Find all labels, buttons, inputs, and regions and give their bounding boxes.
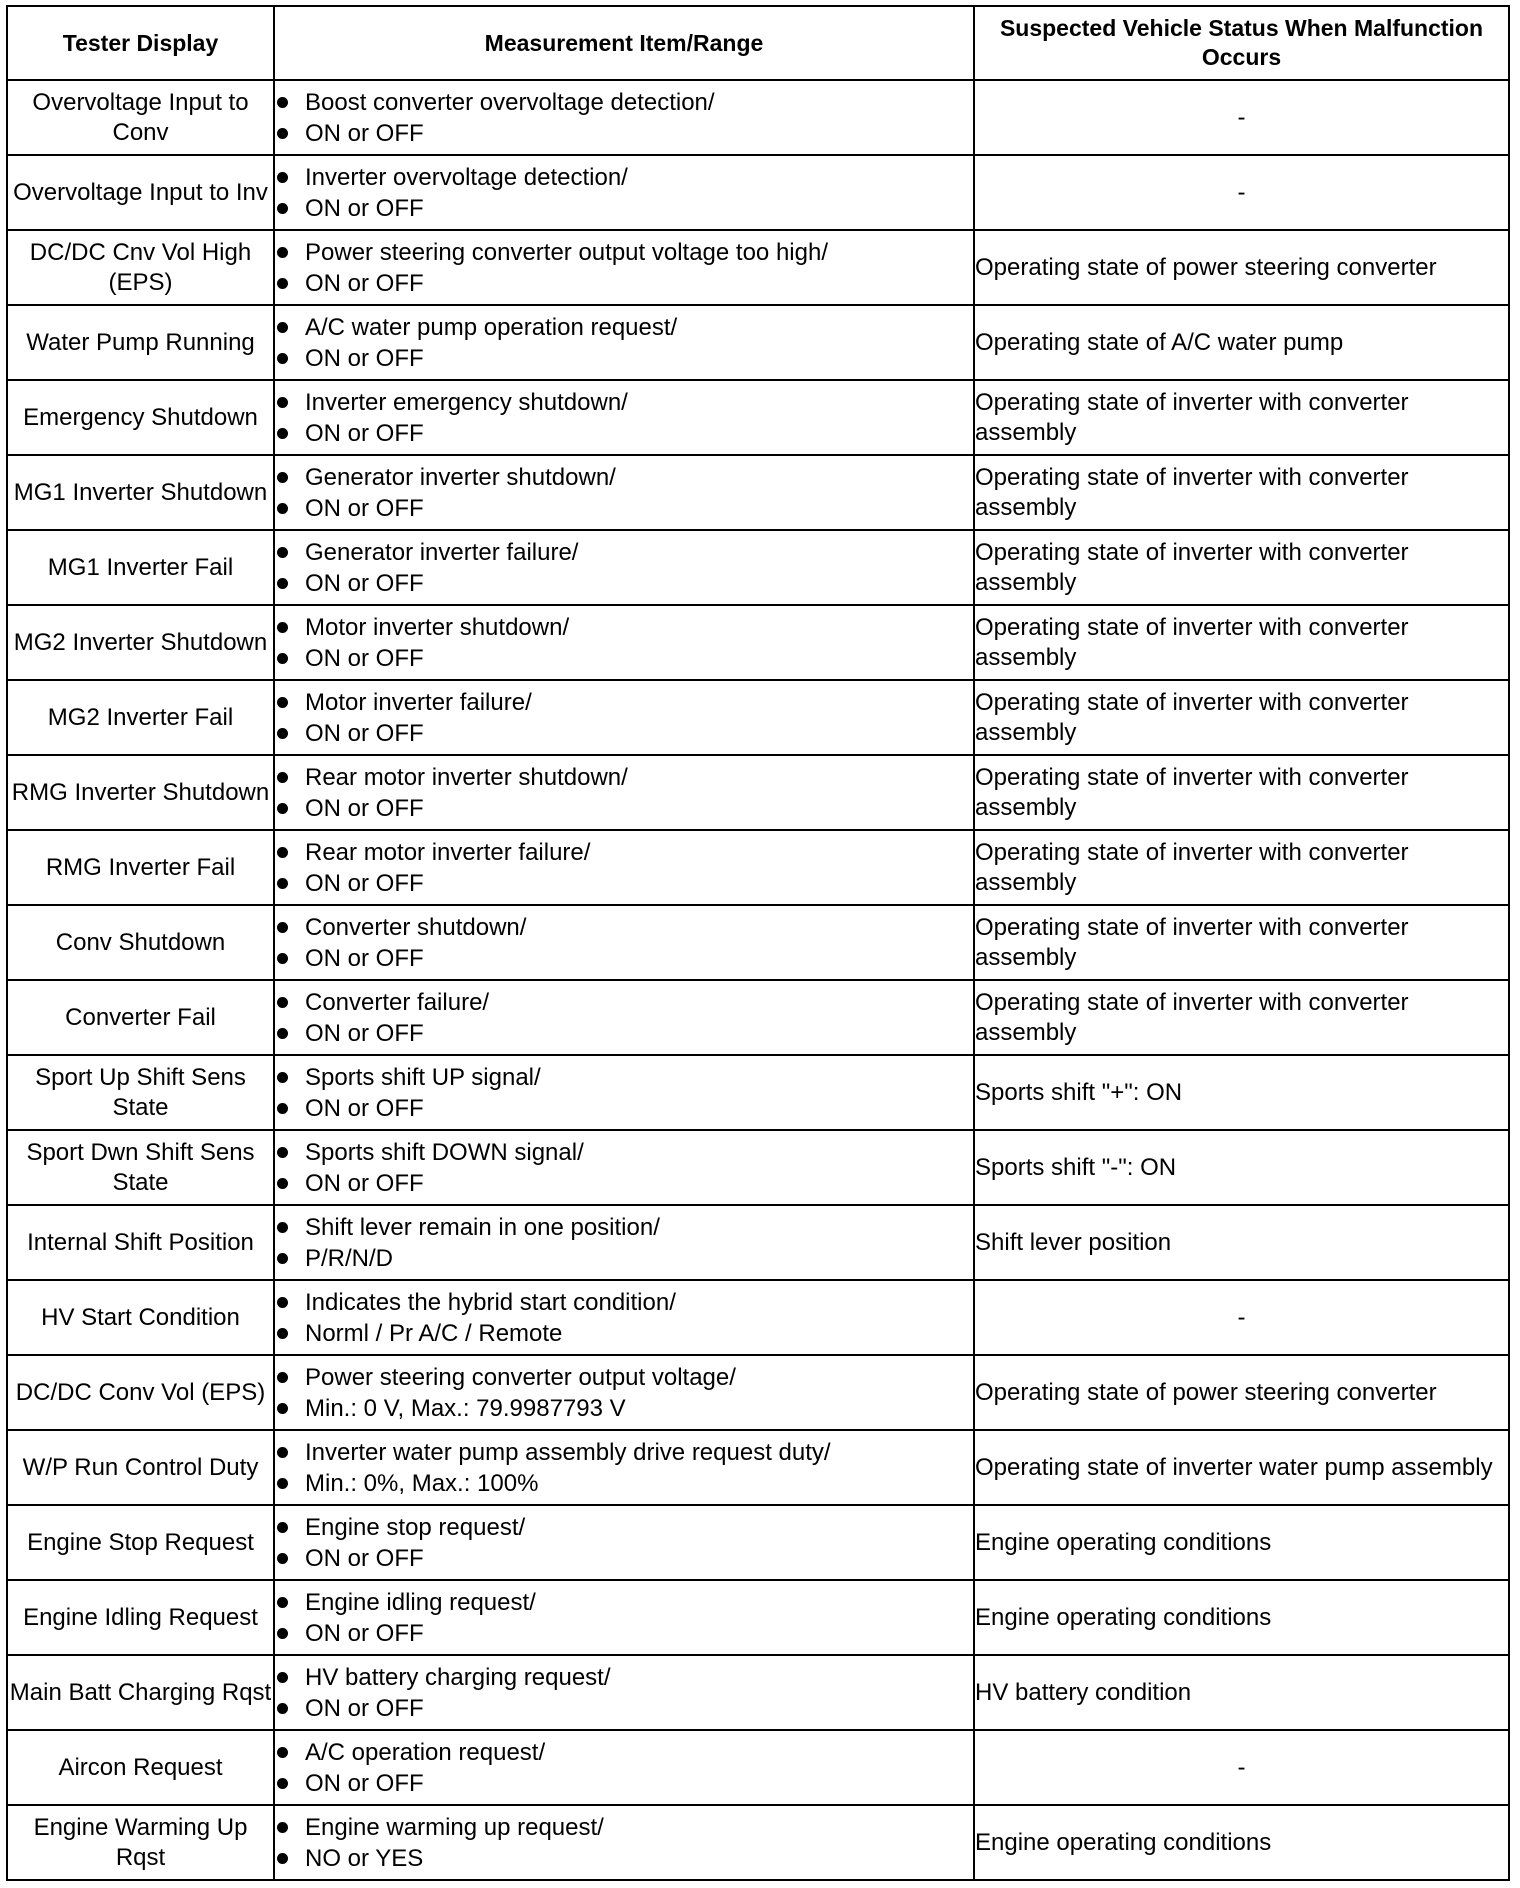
suspected-status-cell: Operating state of inverter with converter assembly (974, 530, 1509, 605)
table-row (7, 455, 1509, 530)
table-row (7, 605, 1509, 680)
table-row (7, 1430, 1509, 1505)
table-row (7, 1205, 1509, 1280)
measurement-item: Indicates the hybrid start condition/ (275, 1287, 973, 1318)
measurement-range: ON or OFF (275, 943, 973, 974)
suspected-status-cell: - (974, 155, 1509, 230)
table-row (7, 1580, 1509, 1655)
measurement-list (275, 1587, 973, 1649)
measurement-range: ON or OFF (275, 1693, 973, 1724)
table-row (7, 155, 1509, 230)
measurement-range: ON or OFF (275, 718, 973, 749)
measurement-cell (274, 1730, 974, 1805)
measurement-item: Motor inverter failure/ (275, 687, 973, 718)
tester-display-cell: RMG Inverter Fail (7, 830, 274, 905)
header-row (7, 6, 1509, 80)
suspected-status-cell: Operating state of inverter with converter assembly (974, 455, 1509, 530)
measurement-range: ON or OFF (275, 868, 973, 899)
measurement-item: Converter shutdown/ (275, 912, 973, 943)
measurement-range: ON or OFF (275, 1018, 973, 1049)
measurement-item: Power steering converter output voltage/ (275, 1362, 973, 1393)
measurement-range: ON or OFF (275, 193, 973, 224)
tester-display-cell: Engine Idling Request (7, 1580, 274, 1655)
measurement-list (275, 1137, 973, 1199)
tester-display-cell: Sport Up Shift Sens State (7, 1055, 274, 1130)
tester-display-cell: MG2 Inverter Shutdown (7, 605, 274, 680)
measurement-item: Inverter water pump assembly drive request duty/ (275, 1437, 973, 1468)
tester-display-cell: Engine Stop Request (7, 1505, 274, 1580)
tester-display-cell: Overvoltage Input to Conv (7, 80, 274, 155)
suspected-status-cell: - (974, 1280, 1509, 1355)
measurement-list (275, 537, 973, 599)
table-row (7, 380, 1509, 455)
measurement-list (275, 1062, 973, 1124)
tester-display-cell: Engine Warming Up Rqst (7, 1805, 274, 1880)
suspected-status-cell: Operating state of inverter with converter assembly (974, 755, 1509, 830)
tester-display-cell: Water Pump Running (7, 305, 274, 380)
measurement-range: ON or OFF (275, 1168, 973, 1199)
table-row (7, 80, 1509, 155)
measurement-list (275, 762, 973, 824)
measurement-range: Min.: 0%, Max.: 100% (275, 1468, 973, 1499)
suspected-status-cell: Operating state of power steering converter (974, 1355, 1509, 1430)
measurement-list (275, 987, 973, 1049)
suspected-status-cell: Operating state of A/C water pump (974, 305, 1509, 380)
table-row (7, 1505, 1509, 1580)
tester-display-cell: MG1 Inverter Fail (7, 530, 274, 605)
suspected-status-cell: Engine operating conditions (974, 1580, 1509, 1655)
measurement-cell (274, 1280, 974, 1355)
table-row (7, 530, 1509, 605)
measurement-cell (274, 80, 974, 155)
tester-display-cell: Conv Shutdown (7, 905, 274, 980)
measurement-item: Generator inverter shutdown/ (275, 462, 973, 493)
measurement-cell (274, 230, 974, 305)
tester-display-cell: DC/DC Conv Vol (EPS) (7, 1355, 274, 1430)
suspected-status-cell: HV battery condition (974, 1655, 1509, 1730)
table-row (7, 755, 1509, 830)
measurement-item: Shift lever remain in one position/ (275, 1212, 973, 1243)
measurement-cell (274, 305, 974, 380)
measurement-cell (274, 680, 974, 755)
measurement-range: Min.: 0 V, Max.: 79.9987793 V (275, 1393, 973, 1424)
measurement-item: Inverter overvoltage detection/ (275, 162, 973, 193)
measurement-item: Engine warming up request/ (275, 1812, 973, 1843)
measurement-list (275, 687, 973, 749)
measurement-cell (274, 380, 974, 455)
measurement-list (275, 312, 973, 374)
suspected-status-cell: Sports shift "+": ON (974, 1055, 1509, 1130)
measurement-range: ON or OFF (275, 1768, 973, 1799)
suspected-status-cell: Operating state of inverter with converter assembly (974, 380, 1509, 455)
measurement-cell (274, 1130, 974, 1205)
table-row (7, 305, 1509, 380)
measurement-item: Rear motor inverter failure/ (275, 837, 973, 868)
measurement-range: Norml / Pr A/C / Remote (275, 1318, 973, 1349)
measurement-item: Converter failure/ (275, 987, 973, 1018)
table-row (7, 680, 1509, 755)
table-row (7, 1280, 1509, 1355)
measurement-item: Sports shift UP signal/ (275, 1062, 973, 1093)
measurement-list (275, 1812, 973, 1874)
measurement-cell (274, 1805, 974, 1880)
measurement-cell (274, 1205, 974, 1280)
measurement-list (275, 462, 973, 524)
measurement-list (275, 1662, 973, 1724)
tester-display-cell: Overvoltage Input to Inv (7, 155, 274, 230)
measurement-list (275, 612, 973, 674)
table-body (7, 80, 1509, 1880)
measurement-item: Sports shift DOWN signal/ (275, 1137, 973, 1168)
suspected-status-cell: Operating state of inverter with converter assembly (974, 680, 1509, 755)
table-row (7, 980, 1509, 1055)
suspected-status-cell: Operating state of power steering converter (974, 230, 1509, 305)
tester-display-cell: MG1 Inverter Shutdown (7, 455, 274, 530)
tester-display-cell: Aircon Request (7, 1730, 274, 1805)
table-row (7, 230, 1509, 305)
measurement-cell (274, 1655, 974, 1730)
measurement-list (275, 837, 973, 899)
measurement-item: A/C operation request/ (275, 1737, 973, 1768)
measurement-item: Rear motor inverter shutdown/ (275, 762, 973, 793)
measurement-cell (274, 1580, 974, 1655)
measurement-list (275, 1737, 973, 1799)
measurement-cell (274, 980, 974, 1055)
measurement-cell (274, 1355, 974, 1430)
table-row (7, 1355, 1509, 1430)
table-row (7, 1055, 1509, 1130)
measurement-item: Motor inverter shutdown/ (275, 612, 973, 643)
suspected-status-cell: Operating state of inverter with converter assembly (974, 605, 1509, 680)
suspected-status-cell: Sports shift "-": ON (974, 1130, 1509, 1205)
measurement-range: ON or OFF (275, 568, 973, 599)
header-suspected-status: Suspected Vehicle Status When Malfunction Occurs (974, 6, 1509, 80)
header-tester-display: Tester Display (7, 6, 274, 80)
table-row (7, 905, 1509, 980)
table-row (7, 1730, 1509, 1805)
tester-display-cell: MG2 Inverter Fail (7, 680, 274, 755)
tester-display-cell: DC/DC Cnv Vol High (EPS) (7, 230, 274, 305)
table-row (7, 830, 1509, 905)
measurement-range: ON or OFF (275, 1618, 973, 1649)
tester-display-cell: Emergency Shutdown (7, 380, 274, 455)
suspected-status-cell: - (974, 80, 1509, 155)
measurement-list (275, 87, 973, 149)
measurement-item: Engine idling request/ (275, 1587, 973, 1618)
suspected-status-cell: Shift lever position (974, 1205, 1509, 1280)
tester-display-cell: Converter Fail (7, 980, 274, 1055)
tester-display-cell: RMG Inverter Shutdown (7, 755, 274, 830)
measurement-cell (274, 830, 974, 905)
table-header (7, 6, 1509, 80)
suspected-status-cell: Operating state of inverter with converter assembly (974, 905, 1509, 980)
data-list-table (6, 5, 1510, 1881)
measurement-list (275, 1437, 973, 1499)
measurement-list (275, 1362, 973, 1424)
tester-display-cell: HV Start Condition (7, 1280, 274, 1355)
measurement-cell (274, 905, 974, 980)
table-row (7, 1655, 1509, 1730)
measurement-range: P/R/N/D (275, 1243, 973, 1274)
measurement-list (275, 1287, 973, 1349)
suspected-status-cell: Engine operating conditions (974, 1805, 1509, 1880)
table-row (7, 1130, 1509, 1205)
measurement-list (275, 237, 973, 299)
measurement-range: ON or OFF (275, 418, 973, 449)
measurement-range: NO or YES (275, 1843, 973, 1874)
measurement-item: Generator inverter failure/ (275, 537, 973, 568)
suspected-status-cell: Engine operating conditions (974, 1505, 1509, 1580)
measurement-list (275, 1212, 973, 1274)
header-measurement: Measurement Item/Range (274, 6, 974, 80)
measurement-range: ON or OFF (275, 268, 973, 299)
measurement-range: ON or OFF (275, 493, 973, 524)
tester-display-cell: Main Batt Charging Rqst (7, 1655, 274, 1730)
measurement-list (275, 387, 973, 449)
measurement-cell (274, 755, 974, 830)
table-row (7, 1805, 1509, 1880)
suspected-status-cell: Operating state of inverter with converter assembly (974, 830, 1509, 905)
measurement-item: A/C water pump operation request/ (275, 312, 973, 343)
measurement-list (275, 162, 973, 224)
measurement-item: HV battery charging request/ (275, 1662, 973, 1693)
measurement-item: Engine stop request/ (275, 1512, 973, 1543)
measurement-cell (274, 1505, 974, 1580)
suspected-status-cell: Operating state of inverter water pump assembly (974, 1430, 1509, 1505)
measurement-cell (274, 1055, 974, 1130)
tester-display-cell: Internal Shift Position (7, 1205, 274, 1280)
suspected-status-cell: - (974, 1730, 1509, 1805)
measurement-range: ON or OFF (275, 1093, 973, 1124)
suspected-status-cell: Operating state of inverter with converter assembly (974, 980, 1509, 1055)
measurement-list (275, 912, 973, 974)
measurement-list (275, 1512, 973, 1574)
measurement-cell (274, 155, 974, 230)
tester-display-cell: W/P Run Control Duty (7, 1430, 274, 1505)
measurement-cell (274, 455, 974, 530)
measurement-range: ON or OFF (275, 793, 973, 824)
measurement-range: ON or OFF (275, 118, 973, 149)
measurement-range: ON or OFF (275, 643, 973, 674)
tester-display-cell: Sport Dwn Shift Sens State (7, 1130, 274, 1205)
measurement-item: Boost converter overvoltage detection/ (275, 87, 973, 118)
measurement-item: Power steering converter output voltage too high/ (275, 237, 973, 268)
measurement-item: Inverter emergency shutdown/ (275, 387, 973, 418)
measurement-cell (274, 605, 974, 680)
measurement-range: ON or OFF (275, 343, 973, 374)
measurement-cell (274, 1430, 974, 1505)
measurement-range: ON or OFF (275, 1543, 973, 1574)
measurement-cell (274, 530, 974, 605)
